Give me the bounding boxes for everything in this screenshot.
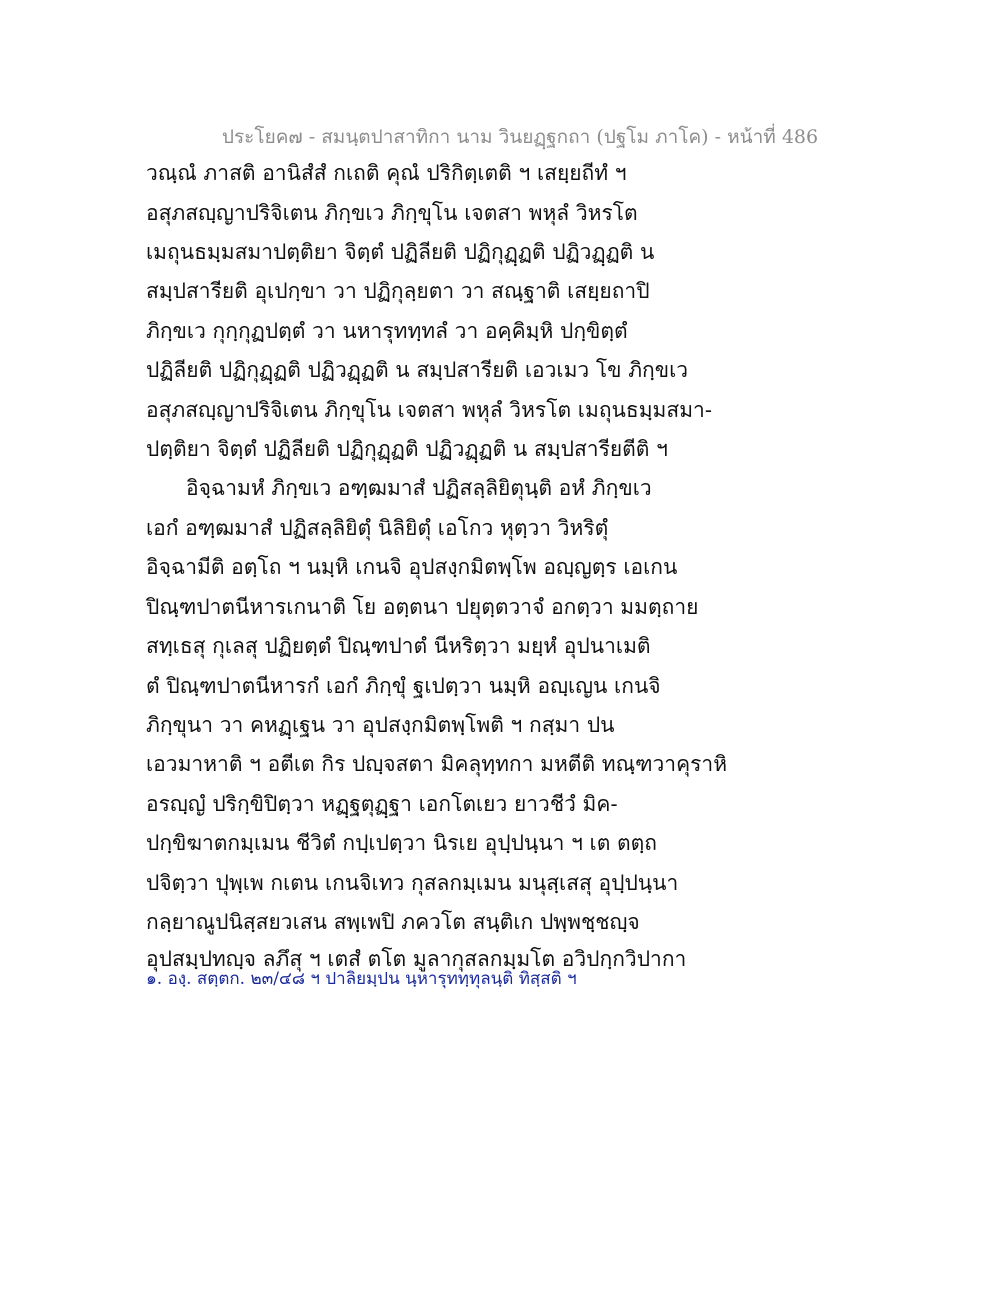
body-line: อิจฺฉามีติ อตฺโถ ฯ นมฺหิ เกนจิ อุปสงฺกมิตพฺโพ อญฺญตฺร เอเกน <box>146 555 678 579</box>
body-line: อสุภสญฺญาปริจิเตน ภิกฺขเว ภิกฺขุโน เจตสา พหุลํ วิหรโต <box>146 201 638 225</box>
header-text: ประโยค๗ - สมนฺตปาสาทิกา นาม วินยฏฺฐกถา (ปฐโม ภาโค) - หน้าที่ 486 <box>221 126 819 148</box>
page-header <box>0 122 1000 152</box>
body-line: ปจิตฺวา ปุพฺเพ กเตน เกนจิเทว กุสลกมฺเมน มนุสฺเสสุ อุปฺปนฺนา <box>146 871 679 895</box>
body-line: สมฺปสารียติ อุเปกฺขา วา ปฏิกุลฺยตา วา สณฺฐาติ เสยฺยถาปิ <box>146 279 650 303</box>
body-line: เมถุนธมฺมสมาปตฺติยา จิตฺตํ ปฏิลียติ ปฏิกุฏฺฏติ ปฏิวฏฺฏติ น <box>146 240 655 264</box>
body-line: กลฺยาณูปนิสฺสยวเสน สพฺเพปิ ภควโต สนฺติเก ปพฺพชฺชญฺจ <box>146 910 640 934</box>
body-line: อสุภสญฺญาปริจิเตน ภิกฺขุโน เจตสา พหุลํ วิหรโต เมถุนธมฺมสมา- <box>146 398 712 422</box>
body-line: อรญฺญํ ปริกฺขิปิตฺวา หฏฺฐตุฏฺฐา เอกโตเยว ยาวชีวํ มิค- <box>146 792 618 816</box>
body-line: ปตฺติยา จิตฺตํ ปฏิลียติ ปฏิกุฏฺฏติ ปฏิวฏฺฏติ น สมฺปสารียตีติ ฯ <box>146 437 668 461</box>
body-line: ปฏิลียติ ปฏิกุฏฺฏติ ปฏิวฏฺฏติ น สมฺปสารียติ เอวเมว โข ภิกฺขเว <box>146 358 689 382</box>
body-line: ภิกฺขเว กุกฺกุฏปตฺตํ วา นหารุททฺทลํ วา อคฺคิมฺหิ ปกฺขิตฺตํ <box>146 319 628 343</box>
body-line: ภิกฺขุนา วา คหฏฺเฐน วา อุปสงฺกมิตพฺโพติ ฯ กสฺมา ปน <box>146 713 615 737</box>
footnote: ๑. องฺ. สตฺตก. ๒๓/๔๘ ฯ ปาลิยมฺปน นฺหารุททฺทุลนฺติ ทิสฺสติ ฯ <box>146 969 577 989</box>
body-line: อุปสมฺปทญฺจ ลภึสุ ฯ เตสํ ตโต มูลากุสลกมฺมโต อวิปกฺกวิปากา <box>146 947 687 971</box>
body-line: สทฺเธสุ กุเลสุ ปฏิยตฺตํ ปิณฺฑปาตํ นีหริตฺวา มยฺหํ อุปนาเมติ <box>146 634 651 658</box>
body-line: ปกฺขิฆาตกมฺเมน ชีวิตํ กปฺเปตฺวา นิรเย อุปฺปนฺนา ฯ เต ตตฺถ <box>146 831 658 855</box>
body-line: ปิณฺฑปาตนีหารเกนาติ โย อตฺตนา ปยุตฺตวาจํ อกตฺวา มมตฺถาย <box>146 595 699 619</box>
body-line: เอกํ อฑฺฒมาสํ ปฏิสลฺลิยิตุํ นิลิยิตุํ เอโกว หุตฺวา วิหริตุํ <box>146 516 609 540</box>
body-line: อิจฺฉามหํ ภิกฺขเว อฑฺฒมาสํ ปฏิสลฺลิยิตุนฺติ อหํ ภิกฺขเว <box>186 476 652 500</box>
body-line: ตํ ปิณฺฑปาตนีหารกํ เอกํ ภิกฺขุํ ฐเปตฺวา นมฺหิ อญฺเญน เกนจิ <box>146 674 661 698</box>
body-line: เอวมาหาติ ฯ อตีเต กิร ปญฺจสตา มิคลุทฺทกา มหตีติ ทณฺฑวาคุราหิ <box>146 752 728 776</box>
body-line: วณฺณํ ภาสติ อานิสํสํ กเถติ คุณํ ปริกิตฺเตติ ฯ เสยฺยถีทํ ฯ <box>146 161 627 185</box>
